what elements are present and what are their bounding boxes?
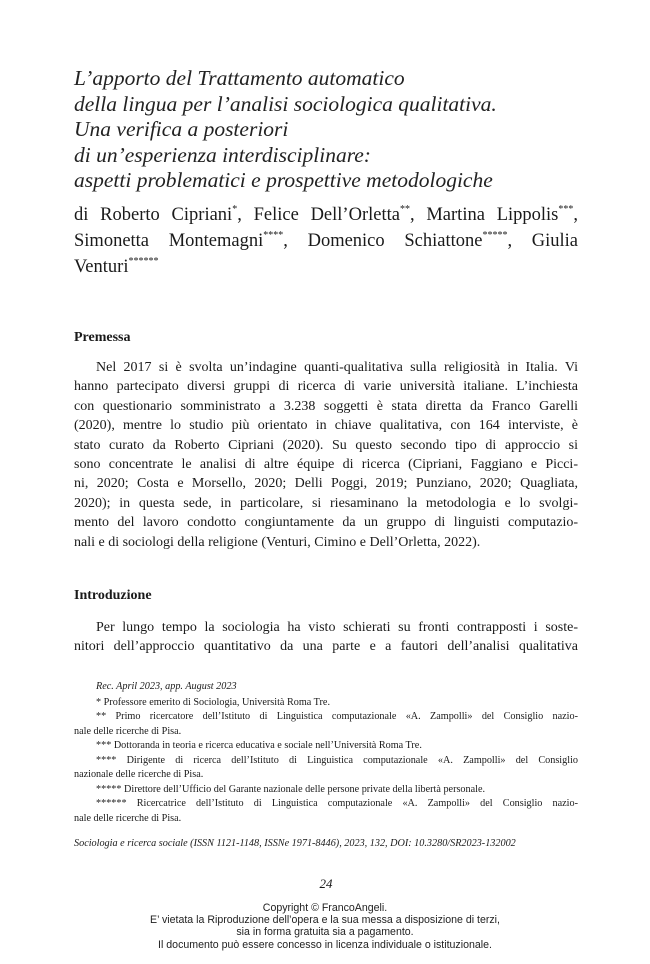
footnote-line: ****** Ricercatrice dell’Istituto di Linguistica computazionale «A. Zampolli» del Consiglio nazio- (96, 798, 578, 809)
footnote (74, 710, 578, 739)
title-line: della lingua per l’analisi sociologica qualitativa. (74, 91, 497, 116)
page-number: 24 (319, 876, 333, 891)
footnote (74, 739, 578, 754)
text-line: nali e di sociologi della religione (Venturi, Cimino e Dell’Orletta, 2022). (74, 534, 481, 550)
paragraph-introduzione (74, 618, 578, 657)
footnote-mark: ** (399, 203, 410, 215)
copyright-line: Il documento può essere concesso in licenza individuale o istituzionale. (158, 938, 492, 951)
footnote-line: * Professore emerito di Sociologia, Università Roma Tre. (96, 696, 330, 708)
footnote (74, 754, 578, 783)
received-date: Rec. April 2023, app. August 2023 (96, 681, 237, 692)
text-line: mento del lavoro condotto congiuntamente da un gruppo di linguisti computazio- (74, 515, 578, 531)
footnote-line: nale delle ricerche di Pisa. (74, 812, 182, 824)
author-prefix: di (74, 204, 101, 225)
author-name: , Felice Dell’Orletta (237, 204, 400, 225)
text-line: Nel 2017 si è svolta un’indagine quanti-qualitativa sulla religiosità in Italia. Vi (96, 360, 578, 375)
text-line: hanno partecipato diversi gruppi di ricerca di varie università italiane. L’inchiesta (74, 379, 578, 395)
footnote-line: ** Primo ricercatore dell’Istituto di Linguistica computazionale «A. Zampolli» del Consiglio nazio- (96, 711, 578, 722)
footnote (74, 783, 578, 798)
author-list (74, 202, 578, 280)
title-line: Una verifica a posteriori (74, 117, 289, 141)
title-line: di un’esperienza interdisciplinare: (74, 142, 371, 167)
copyright-line: sia in forma gratuita sia a pagamento. (236, 926, 414, 939)
paragraph-premessa (74, 358, 578, 552)
text-line: nitori dell’approccio quantitativo da una parte e a fautori dell’analisi qualitativa (74, 639, 578, 655)
footnote (74, 797, 578, 826)
title-line: L’apporto del Trattamento automatico (74, 66, 405, 90)
article-page (74, 66, 578, 891)
author-name: , Martina Lippolis (409, 204, 559, 225)
section-heading-introduzione: Introduzione (74, 588, 152, 603)
footnote-line: ***** Direttore dell’Ufficio del Garante nazionale delle persone private della libertà personale. (96, 783, 486, 795)
footnote (74, 696, 578, 711)
text-line: con questionario somministrato a 3.238 soggetti è stata diretta da Franco Garelli (74, 398, 578, 414)
copyright-line: E’ vietata la Riproduzione dell’opera e la sua messa a disposizione di terzi, (150, 914, 500, 927)
author-name: Roberto Cipriani (100, 204, 233, 225)
footnote-mark: ***** (482, 229, 508, 241)
text-line: stato curato da Roberto Cipriani (2020). Su questo secondo tipo di approccio si (74, 437, 578, 453)
copyright-line: Copyright © FrancoAngeli. (262, 902, 388, 914)
author-name: , Giulia Venturi (74, 230, 578, 277)
author-name: , Domenico Schiattone (283, 230, 483, 251)
footnote-line: nale delle ricerche di Pisa. (74, 725, 182, 737)
footnote-line: **** Dirigente di ricerca dell’Istituto di Linguistica computazionale «A. Zampolli» del Consiglio (96, 754, 578, 766)
footnote-mark: ****** (128, 255, 159, 267)
footnote-line: nazionale delle ricerche di Pisa. (74, 769, 204, 780)
text-line: sono concentrate le analisi di altre équipe di ricerca (Cipriani, Faggiano e Picci- (74, 457, 578, 473)
article-title (74, 66, 578, 194)
footnote-line: *** Dottoranda in teoria e ricerca educativa e sociale nell’Università Roma Tre. (96, 740, 422, 751)
title-line: aspetti problematici e prospettive metodologiche (74, 168, 493, 192)
section-heading-premessa: Premessa (74, 330, 131, 345)
text-line: 2020); in questa sede, in particolare, si riesaminano la metodologia e lo svolgi- (74, 495, 578, 511)
journal-citation: Sociologia e ricerca sociale (ISSN 1121-1148, ISSNe 1971-8446), 2023, 132, DOI: 10.3280/SR2023-132002 (74, 838, 516, 849)
footnote-mark: **** (263, 229, 284, 241)
copyright-notice (0, 902, 650, 951)
footnotes (74, 680, 578, 826)
text-line: Per lungo tempo la sociologia ha visto schierati su fronti contrapposti i soste- (96, 620, 578, 635)
text-line: ni, 2020; Costa e Morsello, 2020; Delli Poggi, 2019; Punziano, 2020; Quagliata, (74, 476, 578, 492)
author-name: , Simonetta Montemagni (74, 204, 578, 251)
text-line: (2020), mentre lo studio più orientato in chiave qualitativa, con 164 interviste, è (74, 418, 578, 434)
footnote-mark: *** (558, 203, 574, 215)
footnote-mark: * (232, 203, 238, 215)
